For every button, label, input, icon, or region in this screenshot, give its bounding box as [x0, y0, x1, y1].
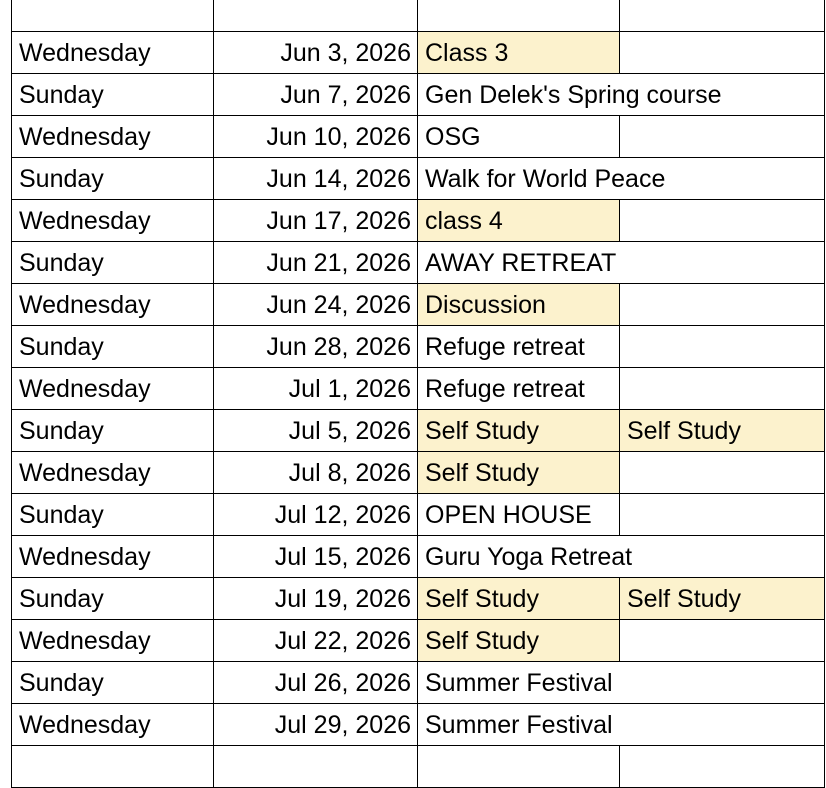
cell-date[interactable]: Jun 21, 2026 — [213, 242, 417, 284]
cell-day[interactable] — [11, 0, 213, 32]
cell-event[interactable]: Guru Yoga Retreat — [417, 536, 825, 578]
cell-day[interactable]: Wednesday — [11, 200, 213, 242]
cell-date[interactable]: Jul 12, 2026 — [213, 494, 417, 536]
cell-event-2[interactable] — [619, 746, 825, 788]
cell-day[interactable]: Wednesday — [11, 284, 213, 326]
cell-day[interactable]: Wednesday — [11, 32, 213, 74]
cell-day[interactable]: Sunday — [11, 410, 213, 452]
cell-date[interactable]: Jun 14, 2026 — [213, 158, 417, 200]
cell-date[interactable]: Jul 22, 2026 — [213, 620, 417, 662]
cell-event[interactable]: OPEN HOUSE — [417, 494, 619, 536]
cell-event[interactable]: class 4 — [417, 200, 619, 242]
cell-event-2[interactable] — [619, 200, 825, 242]
cell-event[interactable]: Refuge retreat — [417, 368, 619, 410]
cell-event[interactable]: Class 3 — [417, 32, 619, 74]
cell-event-2[interactable] — [619, 116, 825, 158]
cell-event[interactable]: Self Study — [417, 452, 619, 494]
cell-event[interactable]: AWAY RETREAT — [417, 242, 825, 284]
cell-event[interactable]: Discussion — [417, 284, 619, 326]
cell-date[interactable]: Jul 1, 2026 — [213, 368, 417, 410]
cell-date[interactable] — [213, 0, 417, 32]
cell-date[interactable]: Jun 28, 2026 — [213, 326, 417, 368]
cell-event[interactable]: Summer Festival — [417, 662, 825, 704]
cell-day[interactable]: Wednesday — [11, 452, 213, 494]
cell-event-2[interactable] — [619, 32, 825, 74]
cell-day[interactable]: Wednesday — [11, 536, 213, 578]
cell-event[interactable]: Walk for World Peace — [417, 158, 825, 200]
cell-event-2[interactable] — [619, 620, 825, 662]
cell-date[interactable]: Jul 19, 2026 — [213, 578, 417, 620]
cell-day[interactable]: Sunday — [11, 74, 213, 116]
cell-event[interactable]: OSG — [417, 116, 619, 158]
cell-day[interactable]: Wednesday — [11, 704, 213, 746]
cell-event-2[interactable]: Self Study — [619, 578, 825, 620]
cell-event[interactable]: Self Study — [417, 410, 619, 452]
cell-day[interactable]: Wednesday — [11, 620, 213, 662]
cell-event[interactable]: Self Study — [417, 578, 619, 620]
cell-day[interactable]: Wednesday — [11, 368, 213, 410]
cell-day[interactable]: Sunday — [11, 494, 213, 536]
cell-day[interactable] — [11, 746, 213, 788]
cell-event[interactable]: Gen Delek's Spring course — [417, 74, 825, 116]
cell-date[interactable]: Jun 17, 2026 — [213, 200, 417, 242]
cell-date[interactable]: Jun 7, 2026 — [213, 74, 417, 116]
cell-event-2[interactable] — [619, 452, 825, 494]
cell-date[interactable]: Jun 10, 2026 — [213, 116, 417, 158]
cell-event[interactable] — [417, 746, 619, 788]
cell-event-2[interactable] — [619, 284, 825, 326]
cell-event-2[interactable] — [619, 0, 825, 32]
cell-event[interactable] — [417, 0, 619, 32]
cell-event-2[interactable] — [619, 326, 825, 368]
cell-day[interactable]: Wednesday — [11, 116, 213, 158]
cell-date[interactable]: Jul 8, 2026 — [213, 452, 417, 494]
cell-day[interactable]: Sunday — [11, 578, 213, 620]
cell-event[interactable]: Refuge retreat — [417, 326, 619, 368]
cell-date[interactable] — [213, 746, 417, 788]
cell-event[interactable]: Summer Festival — [417, 704, 825, 746]
cell-date[interactable]: Jun 24, 2026 — [213, 284, 417, 326]
cell-day[interactable]: Sunday — [11, 158, 213, 200]
cell-event-2[interactable]: Self Study — [619, 410, 825, 452]
cell-event-2[interactable] — [619, 368, 825, 410]
cell-day[interactable]: Sunday — [11, 662, 213, 704]
cell-event-2[interactable] — [619, 494, 825, 536]
cell-day[interactable]: Sunday — [11, 326, 213, 368]
cell-day[interactable]: Sunday — [11, 242, 213, 284]
cell-date[interactable]: Jul 15, 2026 — [213, 536, 417, 578]
cell-date[interactable]: Jul 5, 2026 — [213, 410, 417, 452]
cell-event[interactable]: Self Study — [417, 620, 619, 662]
cell-date[interactable]: Jul 26, 2026 — [213, 662, 417, 704]
cell-date[interactable]: Jul 29, 2026 — [213, 704, 417, 746]
cell-date[interactable]: Jun 3, 2026 — [213, 32, 417, 74]
